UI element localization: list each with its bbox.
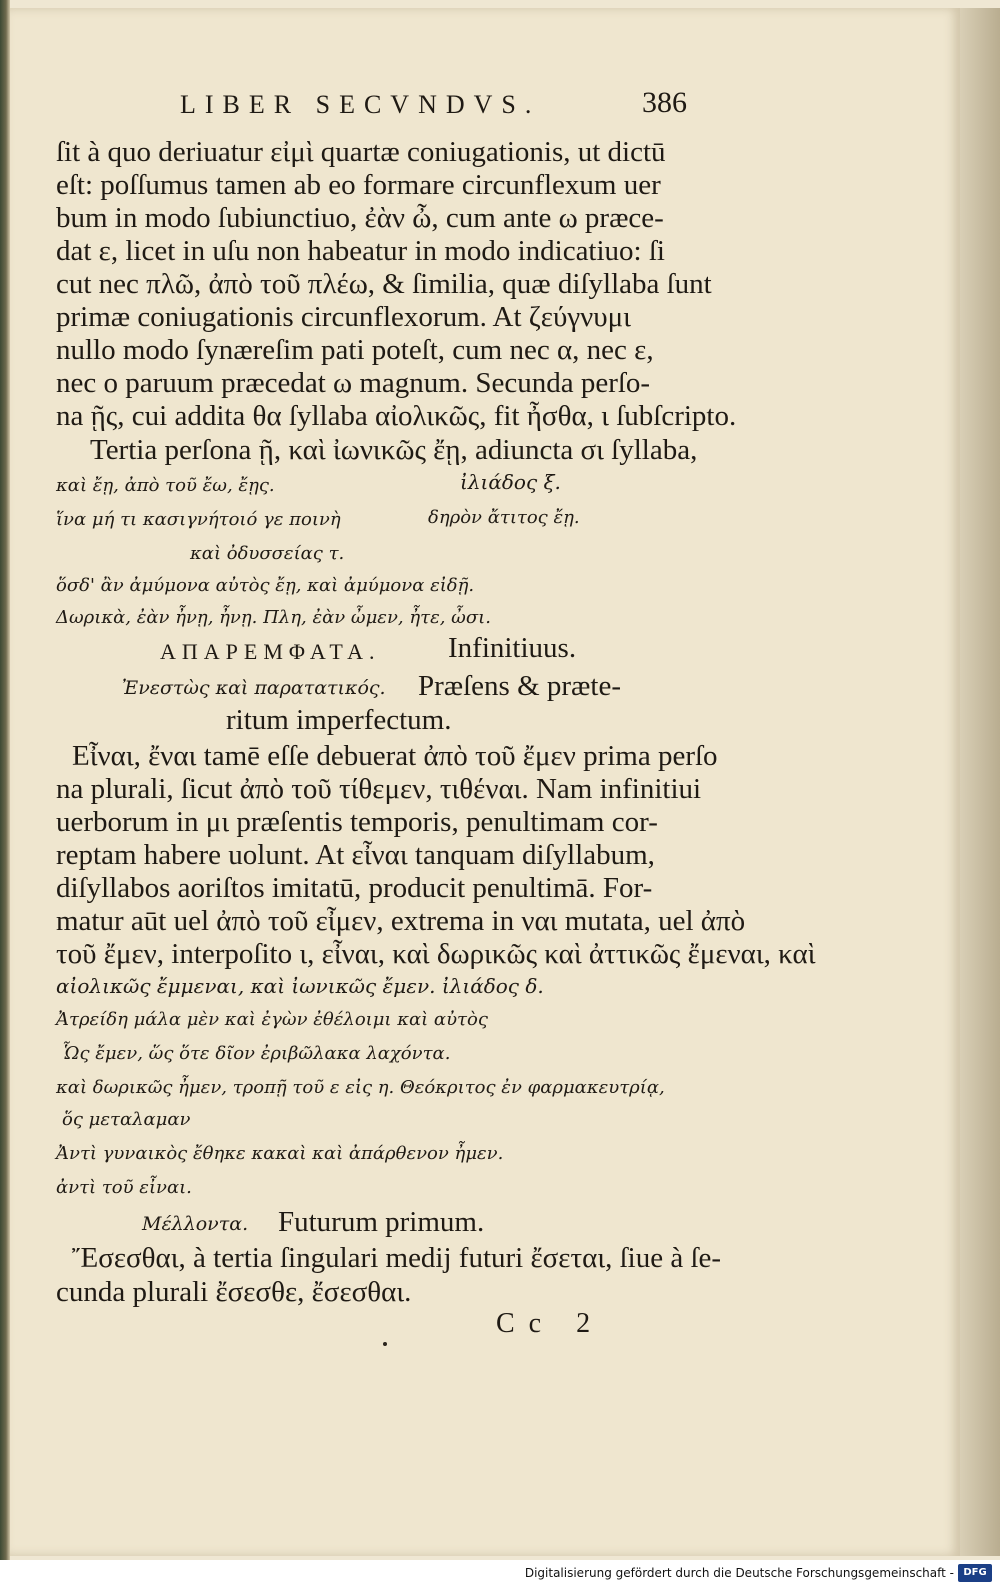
greek-verse: ἵνα μή τι κασιγνήτοιό γε ποινὴ (56, 509, 341, 530)
text-line: na ῇς, cui addita θα ſyllaba αἰολικῶς, fit ἦσθα, ι ſubſcripto. (56, 400, 737, 432)
text-line: uerborum in μι præſentis temporis, penultimam cor- (56, 806, 658, 838)
text-line: Ἔσεσθαι, à tertia ſingulari medij futuri ἔσεται, ſiue à ſe- (72, 1242, 722, 1274)
greek-verse: καὶ δωρικῶς ἦμεν, τροπῇ τοῦ ε εἰς η. Θεόκριτος ἐν φαρμακευτρίᾳ, (56, 1077, 665, 1098)
signature-mark: Cc 2 (496, 1308, 605, 1339)
text-line: reptam habere uolunt. At εἶναι tanquam diſyllabum, (56, 839, 655, 871)
section-heading-greek: Μέλλοντα. (142, 1213, 249, 1235)
dfg-logo: DFG (958, 1564, 992, 1582)
greek-verse: Ἀτρείδη μάλα μὲν καὶ ἐγὼν ἐθέλοιμι καὶ αὐτὸς (56, 1009, 488, 1030)
greek-verse: ὅς μεταλαμαν (62, 1109, 191, 1130)
text-line: dat ε, licet in uſu non habeatur in modo indicatiuo: ſi (56, 235, 665, 267)
greek-verse: δηρὸν ἄτιτος ἔῃ. (428, 507, 580, 528)
subheading-greek: Ἐνεστὼς καὶ παρατατικός. (122, 677, 386, 699)
greek-source: ἰλιάδος ξ. (460, 470, 561, 494)
running-head: LIBER SECVNDVS. (180, 90, 541, 119)
text-line: na plurali, ſicut ἀπὸ τοῦ τίθεμεν, τιθέναι. Nam infinitiui (56, 773, 702, 805)
greek-line: αἰολικῶς ἔμμεναι, καὶ ἰωνικῶς ἔμεν. ἰλιάδος δ. (56, 974, 544, 998)
greek-verse: Ὧς ἔμεν, ὥς ὅτε δῖον ἐριβῶλακα λαχόντα. (62, 1043, 451, 1064)
text-line: τοῦ ἔμεν, interpoſito ι, εἶναι, καὶ δωρικῶς καὶ ἀττικῶς ἔμεναι, καὶ (56, 938, 816, 970)
text-line: bum in modo ſubiunctiuo, ἐὰν ὦ, cum ante ω præce- (56, 202, 664, 234)
greek-verse: ὅσδ' ἂν ἀμύμονα αὐτὸς ἔῃ, καὶ ἀμύμονα εἰδῇ. (56, 575, 475, 596)
subheading-latin: Præſens & præte- (418, 670, 621, 702)
text-line: Tertia perſona ῇ, καὶ ἰωνικῶς ἔῃ, adiuncta σι ſyllaba, (90, 434, 698, 466)
greek-verse: Ἀντὶ γυναικὸς ἔθηκε κακαὶ καὶ ἀπάρθενον ἦμεν. (56, 1143, 504, 1164)
text-line: diſyllabos aoriſtos imitatū, producit penultimā. For- (56, 872, 653, 904)
text-line: eſt: poſſumus tamen ab eo formare circunflexum uer (56, 169, 661, 201)
greek-verse: ἀντὶ τοῦ εἶναι. (56, 1177, 192, 1198)
section-heading-latin: Futurum primum. (278, 1206, 485, 1238)
book-page (10, 8, 960, 1556)
greek-verse: Δωρικὰ, ἐὰν ἦνῃ, ἦνῃ. Πλη, ἐὰν ὦμεν, ἦτε, ὦσι. (56, 607, 491, 628)
text-line: nullo modo ſynæreſim pati poteſt, cum nec α, nec ε, (56, 334, 654, 366)
page-number: 386 (642, 86, 687, 119)
section-heading-latin: Infinitiuus. (448, 632, 577, 664)
text-line: primæ coniugationis circunflexorum. At ζεύγνυμι (56, 301, 631, 333)
footer-bar (0, 1560, 1000, 1588)
page-fore-edge (960, 8, 1000, 1556)
section-heading-greek: ΑΠΑΡΕΜΦΑΤΑ. (160, 639, 381, 664)
subheading-latin: ritum imperfectum. (226, 704, 452, 736)
text-line: Εἶναι, ἔναι tamē eſſe debuerat ἀπὸ τοῦ ἔμεν prima perſo (72, 740, 718, 772)
text-line: matur aūt uel ἀπὸ τοῦ εἶμεν, extrema in ναι mutata, uel ἀπὸ (56, 905, 746, 937)
greek-line: καὶ ἔῃ, ἀπὸ τοῦ ἔω, ἔῃς. (56, 475, 275, 496)
greek-verse: καὶ ὀδυσσείας τ. (190, 543, 345, 564)
ink-dot (383, 1342, 387, 1346)
text-line: cut nec πλῶ, ἀπὸ τοῦ πλέω, & ſimilia, quæ diſyllaba ſunt (56, 268, 712, 300)
book-spine-edge (0, 0, 10, 1560)
footer-credit: Digitalisierung gefördert durch die Deutsche Forschungsgemeinschaft - (524, 1566, 954, 1580)
text-line: ſit à quo deriuatur εἰμὶ quartæ coniugationis, ut dictū (56, 136, 666, 168)
text-line: nec ο paruum præcedat ω magnum. Secunda perſo- (56, 367, 651, 399)
text-line: cunda plurali ἔσεσθε, ἔσεσθαι. (56, 1276, 412, 1308)
